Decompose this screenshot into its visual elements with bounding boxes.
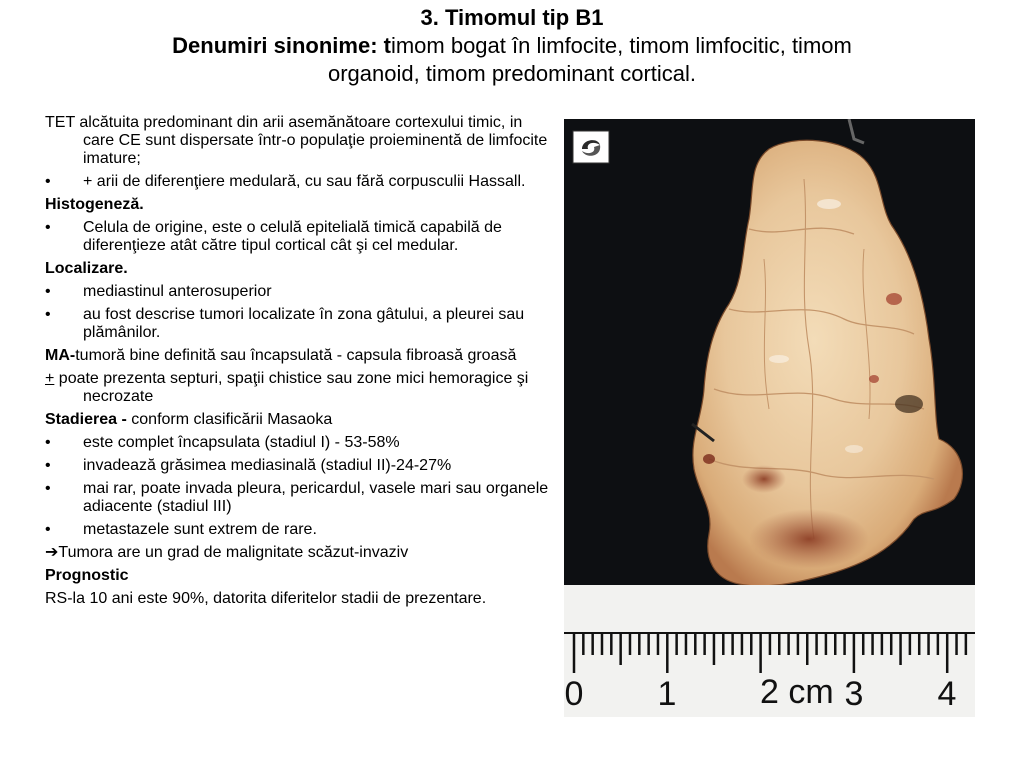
intro-paragraph: TET alcătuita predominant din arii asemănătoare cortexului timic, in care CE sunt dispersate într-o populaţie proieminentă de limfocite imature; [45, 114, 548, 167]
list-item-text: au fost descrise tumori localizate în zona gâtului, a pleurei sau plămânilor. [83, 306, 525, 341]
list-item [45, 306, 550, 342]
list-item [45, 457, 550, 475]
slide-title [30, 4, 994, 88]
bullet-marker: • [45, 173, 51, 190]
bullet-marker: • [45, 306, 51, 323]
synonyms-label: Denumiri sinonime: t [172, 33, 391, 58]
ruler-label-0: 0 [564, 675, 584, 713]
ma-text: tumoră bine definită sau încapsulată - capsula fibroasă groasă [75, 347, 517, 364]
malignitate-text: Tumora are un grad de malignitate scăzut-invaziv [58, 544, 409, 561]
ruler-label-4: 4 [937, 675, 957, 713]
bullet-marker: • [45, 521, 51, 538]
list-item [45, 173, 550, 191]
synonyms-text: imom bogat în limfocite, timom limfocitic, timom [390, 33, 852, 58]
list-item [45, 283, 550, 301]
plus-paragraph [45, 370, 550, 406]
synonyms-text-cont: organoid, timom predominant cortical. [327, 61, 697, 86]
list-item-text: invadează grăsimea mediasinală (stadiul II)-24-27% [83, 457, 452, 474]
list-item-text: metastazele sunt extrem de rare. [83, 521, 317, 538]
section-heading-prognostic: Prognostic [45, 567, 129, 584]
ruler [564, 585, 975, 717]
list-item-text: Celula de origine, este o celulă epitelială timică capabilă de diferenţieze atât către tipul cortical cât şi cel medular. [83, 219, 502, 254]
bullet-marker: • [45, 434, 51, 451]
list-item [45, 434, 550, 452]
plus-sign: + [45, 370, 55, 387]
bullet-marker: • [45, 457, 51, 474]
list-item [45, 480, 550, 516]
list-item-text: + arii de diferenţiere medulară, cu sau fără corpusculii Hassall. [83, 173, 526, 190]
ruler-label-2: 2 cm [760, 673, 834, 711]
prognostic-paragraph: RS-la 10 ani este 90%, datorita diferitelor stadii de prezentare. [45, 590, 487, 607]
bullet-marker: • [45, 480, 51, 497]
section-heading-localizare: Localizare. [45, 260, 128, 277]
plus-text: poate prezenta septuri, spaţii chistice sau zone mici hemoragice şi necrozate [54, 370, 529, 405]
malignitate-paragraph [45, 544, 550, 562]
ruler-label-3: 3 [844, 675, 864, 713]
list-item [45, 521, 550, 539]
title-heading: 3. Timomul tip B1 [420, 5, 604, 30]
stadierea-text: conform clasificării Masaoka [131, 411, 333, 428]
logo-icon [573, 131, 609, 163]
ma-label: MA- [45, 347, 76, 364]
specimen-photo [564, 119, 975, 717]
list-item [45, 219, 550, 255]
bullet-marker: • [45, 283, 51, 300]
bullet-marker: • [45, 219, 51, 236]
ma-paragraph [45, 347, 550, 365]
ruler-label-1: 1 [657, 675, 677, 713]
list-item-text: mai rar, poate invada pleura, pericardul, vasele mari sau organele adiacente (stadiul III) [83, 480, 549, 515]
list-item-text: este complet încapsulata (stadiul I) - 53-58% [83, 434, 400, 451]
stadierea-paragraph [45, 411, 550, 429]
title-synonyms [30, 32, 994, 60]
stadierea-label: Stadierea - [45, 411, 132, 428]
section-heading-histogeneza: Histogeneză. [45, 196, 144, 213]
slide-body [45, 114, 550, 613]
list-item-text: mediastinul anterosuperior [83, 283, 272, 300]
arrow-icon: ➔ [45, 544, 59, 561]
